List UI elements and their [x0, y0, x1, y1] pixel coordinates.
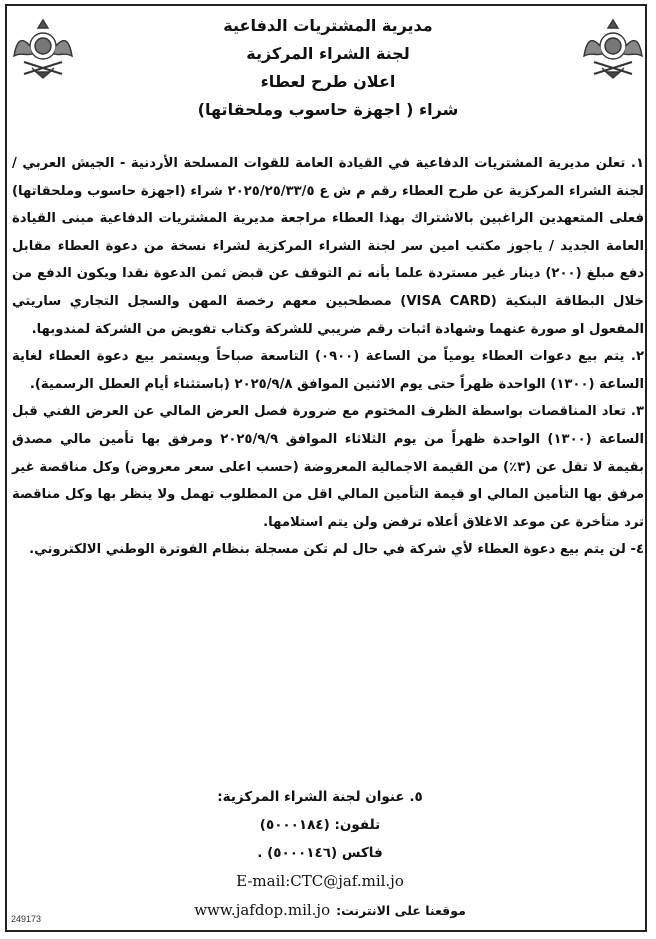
ad-reference-number: 249173: [11, 914, 42, 924]
clause-4: ٤- لن يتم بيع دعوة العطاء لأي شركة في حال لم تكن مسجلة بنظام الفوترة الوطني الالكتروني.: [29, 542, 644, 558]
phone-number: تلفون: (٥٠٠٠١٨٤): [259, 817, 381, 833]
tender-announcement-title: اعلان طرح لعطاء: [260, 72, 396, 91]
website-label: موقعنا على الانترنت:: [336, 903, 466, 918]
announcement-body: [12, 150, 644, 564]
website-row: [170, 901, 490, 919]
army-crest-icon: [10, 16, 76, 84]
contact-title: ٥. عنوان لجنة الشراء المركزية:: [217, 789, 423, 805]
directorate-title: مديرية المشتريات الدفاعية: [223, 16, 433, 35]
committee-title: لجنة الشراء المركزية: [246, 44, 410, 63]
tender-subject: شراء ( اجهزة حاسوب وملحقاتها): [197, 100, 459, 119]
website-link[interactable]: www.jafdop.mil.jo: [194, 901, 331, 919]
clause-1: ١. تعلن مديرية المشتريات الدفاعية في القيادة العامة للقوات المسلحة الأردنية - الجيش العربي /لجنة الشراء المركزية عن طرح العطاء رقم م ش ع ٢٠٢٥/٢٥/٣٣/٥ شراء (اجهزة حاسوب وملحقاتها) فعلى المتعهدين الراغبين بالاشتراك بهذا العطاء مراجعة مديرية المشتريات الدفاعية مبنى القيادة العامة الجديد / ياجوز مكتب امين سر لجنة الشراء المركزية لشراء نسخة من دعوة العطاء مقابل دفع مبلغ (٢٠٠) دينار غير مستردة علما بأنه تم التوقف عن قبض ثمن الدعوة نقدا ويكون الدفع من خلال البطاقة البنكية (VISA CARD) مصطحبين معهم رخصة المهن والسجل التجاري ساريتي المفعول او صورة عنهما وشهادة اثبات رقم ضريبي للشركة وكتاب تفويض من الشركة لمندوبها.: [12, 156, 644, 337]
announcement-header: [90, 12, 566, 124]
army-crest-icon: [580, 16, 646, 84]
clause-3: ٣. تعاد المناقصات بواسطة الظرف المختوم مع ضرورة فصل العرض المالي عن العرض الفني قبل الساعة (١٣٠٠) الواحدة ظهراً من يوم الثلاثاء الموافق ٢٠٢٥/٩/٩ ومرفق بها تأمين مالي مصدق بقيمة لا تقل عن (٣٪) من القيمة الاجمالية المعروضة (حسب اعلى سعر معروض) وكل مناقصة غير مرفق بها التأمين المالي او قيمة التأمين المالي اقل من المطلوب تهمل ولا ينظر بها وكل مناقصة ترد متأخرة عن موعد الاغلاق أعلاه ترفض ولن يتم استلامها.: [12, 404, 644, 530]
email-address[interactable]: E-mail:CTC@jaf.mil.jo: [236, 872, 404, 890]
clause-2: ٢. يتم بيع دعوات العطاء يومياً من الساعة (٠٩٠٠) التاسعة صباحاً ويستمر بيع دعوة العطاء لغاية الساعة (١٣٠٠) الواحدة ظهراً حتى يوم الاثنين الموافق ٢٠٢٥/٩/٨ (باستثناء أيام العطل الرسمية).: [12, 349, 644, 392]
fax-number: فاكس (٥٠٠٠١٤٦) .: [257, 845, 383, 861]
contact-block: [170, 783, 470, 895]
